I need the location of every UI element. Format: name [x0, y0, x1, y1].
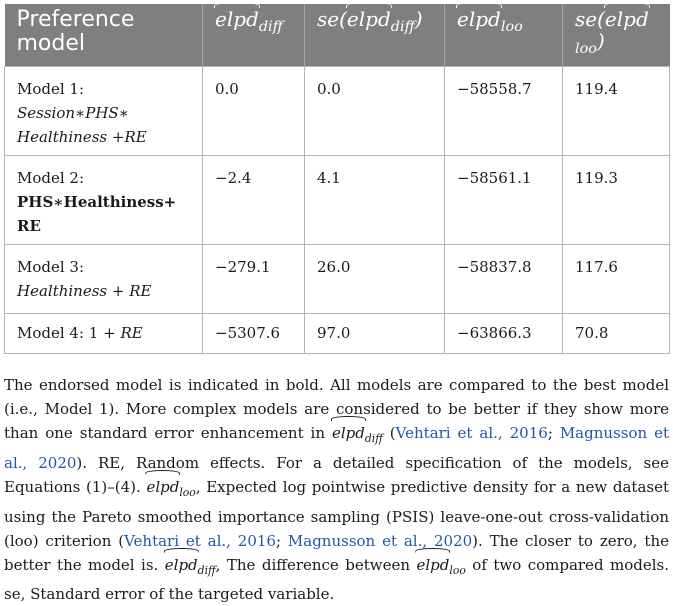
se-elpd-diff-cell: 26.0	[305, 244, 445, 313]
model-formula: Healthiness + RE	[17, 281, 152, 300]
table-row	[5, 66, 670, 155]
se-elpd-loo-cell: 119.3	[563, 155, 670, 244]
elpd-hat: elpd	[457, 7, 501, 31]
footnote-text: , The difference between	[215, 555, 417, 574]
diff-subscript: diff	[390, 19, 415, 36]
ref-magnusson-2020-link[interactable]: Magnusson et al., 2020	[4, 424, 669, 472]
elpd-loo-symbol: elpd$_{loo}$	[416, 556, 465, 574]
se-elpd-diff-cell: 97.0	[305, 313, 445, 353]
header-preference-model: Preference model	[5, 4, 203, 66]
ref-vehtari-2016-link-2[interactable]: Vehtari et al., 2016	[124, 531, 276, 550]
model-formula-cont: RE	[17, 216, 41, 235]
model-formula-cont: Healthiness +RE	[17, 127, 147, 146]
table-row	[5, 244, 670, 313]
model-name: Model 3:	[17, 257, 85, 276]
elpd-loo-symbol: elpd$_{loo}$	[146, 478, 195, 496]
se-elpd-loo-cell: 117.6	[563, 244, 670, 313]
ref-vehtari-2016-link[interactable]: Vehtari et al., 2016	[395, 424, 548, 442]
model-formula: RE	[120, 323, 143, 342]
elpd-loo-cell: −58561.1	[445, 155, 563, 244]
model-cell	[5, 244, 203, 313]
elpd-loo-cell: −58558.7	[445, 66, 563, 155]
elpd-hat: elpd	[346, 7, 391, 31]
table-header-row	[5, 4, 670, 66]
footnote-text: of two compared models. se, Standard error of the targeted variable.	[4, 555, 669, 604]
header-elpd-diff	[203, 4, 305, 66]
loo-subscript: loo	[500, 19, 523, 36]
se-elpd-loo-cell: 70.8	[563, 313, 670, 353]
se-elpd-diff-cell: 0.0	[305, 66, 445, 155]
table-row	[5, 313, 670, 353]
model-name: Model 4: 1 +	[17, 323, 116, 342]
table-row	[5, 155, 670, 244]
elpd-diff-symbol: elpd$_{diff}$	[332, 424, 383, 442]
elpd-diff-cell: −5307.6	[203, 313, 305, 353]
table-footnote: The endorsed model is indicated in bold. All models are compared to the best model (i.e., Model 1). More complex models are considered to be better if they show more than one standard error enhancement in elpd$_{diff}$ (Vehtari et al., 2016; Magnusson et al., 2020). RE, Random effects. For a detailed specification of the models, see Equations (1)–(4). elpd$_{loo}$, Expected log pointwise predictive density for a new dataset using the Pareto smoothed importance sampling (PSIS) leave-one-out cross-validation (loo) criterion (Vehtari et al., 2016; Magnusson et al., 2020). The closer to zero, the better the model is. elpd$_{diff}$, The difference between elpd$_{loo}$ of two compared models. se, Standard error of the targeted variable.	[4, 376, 670, 604]
footnote-text: The endorsed model is indicated in bold. All models are compared to the best model (i.e., Model 1). More complex models are considered to be better if they show more than one standard error enhancement in	[4, 376, 669, 442]
model-name: Model 2:	[17, 168, 85, 187]
elpd-loo-cell: −63866.3	[445, 313, 563, 353]
se-prefix: se(	[317, 7, 347, 31]
se-suffix: )	[414, 7, 423, 31]
model-comparison-table	[4, 4, 670, 354]
elpd-diff-symbol: elpd$_{diff}$	[165, 556, 216, 574]
loo-subscript: loo	[575, 41, 597, 58]
se-elpd-loo-cell: 119.4	[563, 66, 670, 155]
header-se-elpd-loo	[563, 4, 670, 66]
ref-magnusson-2020-link-2[interactable]: Magnusson et al., 2020	[287, 531, 473, 550]
se-elpd-diff-cell: 4.1	[305, 155, 445, 244]
se-suffix: )	[596, 29, 605, 53]
model-name: Model 1:	[17, 79, 85, 98]
model-cell	[5, 155, 203, 244]
elpd-diff-cell: −279.1	[203, 244, 305, 313]
model-cell	[5, 313, 203, 353]
elpd-diff-cell: 0.0	[203, 66, 305, 155]
diff-subscript: diff	[258, 19, 283, 36]
elpd-hat: elpd	[215, 7, 259, 31]
footnote-text: ). The closer to zero, the better the model is.	[4, 531, 669, 574]
elpd-diff-cell: −2.4	[203, 155, 305, 244]
model-formula: Session∗PHS∗	[17, 103, 129, 122]
footnote-text: , Expected log pointwise predictive density for a new dataset using the Pareto smoothed importance sampling (PSIS) leave-one-out cross-validation (loo) criterion (	[4, 477, 669, 550]
header-se-elpd-diff	[305, 4, 445, 66]
footnote-text: ). RE, Random effects. For a detailed specification of the models, see Equations (1)–(4).	[4, 453, 670, 496]
model-cell	[5, 66, 203, 155]
header-elpd-loo	[445, 4, 563, 66]
se-prefix: se(	[575, 7, 605, 31]
elpd-hat: elpd	[604, 7, 649, 31]
elpd-loo-cell: −58837.8	[445, 244, 563, 313]
model-formula: PHS∗Healthiness+	[17, 192, 177, 211]
